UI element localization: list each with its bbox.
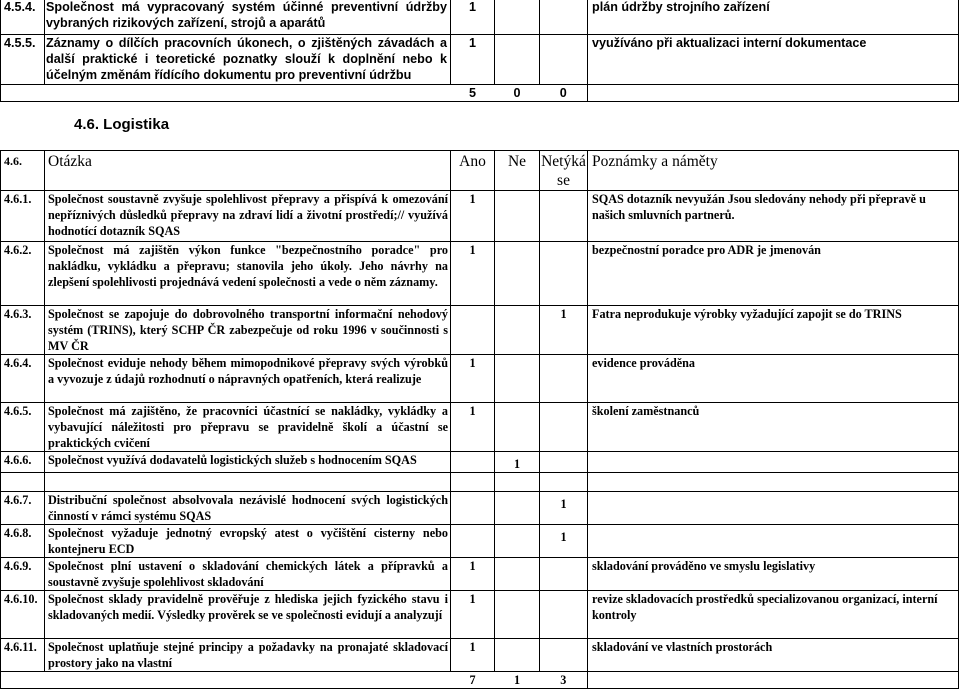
table-row bbox=[1, 639, 959, 672]
question-text: Společnost uplatňuje stejné principy a požadavky na pronajaté skladovací prostory jako na vlastní bbox=[45, 639, 451, 672]
total-yes: 7 bbox=[451, 672, 495, 689]
question-text: Záznamy o dílčích pracovních úkonech, o zjištěných závadách a další praktické i teoretické poznatky slouží k doplnění nebo k účelným změnám řídícího dokumentu pro preventivní údržbu bbox=[45, 35, 451, 85]
question-text: Společnost soustavně zvyšuje spolehlivost přepravy a přispívá k omezování nepříznivých důsledků přepravy na zdraví lidí a životní prostředí;// využívá hodnotící dotazník SQAS bbox=[45, 191, 451, 242]
note-text bbox=[588, 492, 959, 525]
note-text: bezpečnostní poradce pro ADR je jmenován bbox=[588, 242, 959, 306]
section-heading: 4.6. Logistika bbox=[74, 116, 170, 133]
question-number: 4.6.8. bbox=[1, 525, 45, 558]
logistics-table bbox=[0, 150, 959, 689]
no-value bbox=[495, 191, 540, 242]
total-yes: 5 bbox=[451, 85, 495, 102]
question-number: 4.6.6. bbox=[1, 452, 45, 473]
question-number: 4.5.4. bbox=[1, 0, 45, 35]
question-text: Distribuční společnost absolvovala nezávislé hodnocení svých logistických činností v rámci systému SQAS bbox=[45, 492, 451, 525]
header-question: Otázka bbox=[45, 151, 451, 191]
note-text bbox=[588, 452, 959, 473]
no-value bbox=[495, 591, 540, 639]
no-value: 1 bbox=[495, 452, 540, 473]
note-text: skladování ve vlastních prostorách bbox=[588, 639, 959, 672]
note-text: SQAS dotazník nevyužán Jsou sledovány nehody při přepravě u našich smluvních partnerů. bbox=[588, 191, 959, 242]
table-row bbox=[1, 0, 959, 35]
yes-value: 1 bbox=[451, 242, 495, 306]
question-number: 4.5.5. bbox=[1, 35, 45, 85]
note-text bbox=[588, 525, 959, 558]
no-value bbox=[495, 306, 540, 355]
na-value: 1 bbox=[540, 306, 588, 355]
question-text: Společnost má zajištěn výkon funkce "bezpečnostního poradce" pro nakládku, vykládku a přepravu; stanovila jeho úkoly. Jeho návrhy na zlepšení spolehlivosti projednává vedení společnosti a vede o něm záznamy. bbox=[45, 242, 451, 306]
na-value bbox=[540, 355, 588, 403]
question-text: Společnost plní ustavení o skladování chemických látek a přípravků a soustavně zvyšuje spolehlivost skladování bbox=[45, 558, 451, 591]
na-value: 1 bbox=[540, 492, 588, 525]
totals-row bbox=[1, 672, 959, 689]
yes-value bbox=[451, 452, 495, 473]
note-text: školení zaměstnanců bbox=[588, 403, 959, 452]
question-number: 4.6.7. bbox=[1, 492, 45, 525]
note-text: využíváno při aktualizaci interní dokumentace bbox=[588, 35, 959, 85]
table-row bbox=[1, 242, 959, 306]
yes-value bbox=[451, 306, 495, 355]
yes-value: 1 bbox=[451, 0, 495, 35]
yes-value: 1 bbox=[451, 191, 495, 242]
na-value bbox=[540, 591, 588, 639]
yes-value: 1 bbox=[451, 355, 495, 403]
na-value bbox=[540, 558, 588, 591]
table-row bbox=[1, 191, 959, 242]
na-value bbox=[540, 639, 588, 672]
question-number: 4.6.5. bbox=[1, 403, 45, 452]
yes-value bbox=[451, 492, 495, 525]
question-text: Společnost se zapojuje do dobrovolného transportní informační nehodový systém (TRINS), který SCHP ČR zabezpečuje od roku 1996 v součinnosti s MV ČR bbox=[45, 306, 451, 355]
no-value bbox=[495, 558, 540, 591]
header-notes: Poznámky a náměty bbox=[588, 151, 959, 191]
yes-value bbox=[451, 525, 495, 558]
question-text: Společnost má zajištěno, že pracovníci účastnící se nakládky, vykládky a vybavující náležitosti pro přepravu se pravidelně školí a účastní se praktických cvičení bbox=[45, 403, 451, 452]
header-yes: Ano bbox=[451, 151, 495, 191]
totals-row bbox=[1, 85, 959, 102]
na-value bbox=[540, 0, 588, 35]
header-no: Ne bbox=[495, 151, 540, 191]
question-number: 4.6.4. bbox=[1, 355, 45, 403]
table-row bbox=[1, 492, 959, 525]
no-value bbox=[495, 525, 540, 558]
table-row bbox=[1, 355, 959, 403]
na-value bbox=[540, 35, 588, 85]
note-text: evidence prováděna bbox=[588, 355, 959, 403]
note-text: skladování prováděno ve smyslu legislativy bbox=[588, 558, 959, 591]
no-value bbox=[495, 242, 540, 306]
question-number: 4.6.10. bbox=[1, 591, 45, 639]
na-value bbox=[540, 403, 588, 452]
question-number: 4.6.1. bbox=[1, 191, 45, 242]
table-row bbox=[1, 591, 959, 639]
note-text: Fatra neprodukuje výrobky vyžadující zapojit se do TRINS bbox=[588, 306, 959, 355]
yes-value: 1 bbox=[451, 403, 495, 452]
table-row bbox=[1, 525, 959, 558]
na-value bbox=[540, 242, 588, 306]
question-number: 4.6.3. bbox=[1, 306, 45, 355]
question-number: 4.6.11. bbox=[1, 639, 45, 672]
na-value bbox=[540, 191, 588, 242]
question-text: Společnost vyžaduje jednotný evropský atest o vyčištění cisterny nebo kontejneru ECD bbox=[45, 525, 451, 558]
total-no: 1 bbox=[495, 672, 540, 689]
header-na: Netýká se bbox=[540, 151, 588, 191]
table-header-row bbox=[1, 151, 959, 191]
na-value bbox=[540, 452, 588, 473]
no-value bbox=[495, 492, 540, 525]
maintenance-table bbox=[0, 0, 959, 102]
yes-value: 1 bbox=[451, 35, 495, 85]
total-na: 3 bbox=[540, 672, 588, 689]
no-value bbox=[495, 403, 540, 452]
no-value bbox=[495, 35, 540, 85]
question-text: Společnost sklady pravidelně prověřuje z hlediska jejich fyzického stavu i skladovaných medií. Výsledky prověrek se ve společnosti evidují a analyzují bbox=[45, 591, 451, 639]
total-na: 0 bbox=[540, 85, 588, 102]
yes-value: 1 bbox=[451, 558, 495, 591]
table-row bbox=[1, 403, 959, 452]
na-value: 1 bbox=[540, 525, 588, 558]
table-row bbox=[1, 306, 959, 355]
yes-value: 1 bbox=[451, 591, 495, 639]
question-text: Společnost využívá dodavatelů logistických služeb s hodnocením SQAS bbox=[45, 452, 451, 473]
question-text: Společnost eviduje nehody během mimopodnikové přepravy svých výrobků a vyvozuje z údajů rozhodnutí o nápravných opatřeních, která realizuje bbox=[45, 355, 451, 403]
table-row bbox=[1, 452, 959, 473]
no-value bbox=[495, 639, 540, 672]
total-no: 0 bbox=[495, 85, 540, 102]
question-text: Společnost má vypracovaný systém účinné preventivní údržby vybraných rizikových zařízení, strojů a aparátů bbox=[45, 0, 451, 35]
table-row bbox=[1, 35, 959, 85]
note-text: plán údržby strojního zařízení bbox=[588, 0, 959, 35]
spacer-row bbox=[1, 473, 959, 492]
no-value bbox=[495, 0, 540, 35]
no-value bbox=[495, 355, 540, 403]
header-number: 4.6. bbox=[1, 151, 45, 191]
note-text: revize skladovacích prostředků specializovanou organizací, interní kontroly bbox=[588, 591, 959, 639]
table-row bbox=[1, 558, 959, 591]
yes-value: 1 bbox=[451, 639, 495, 672]
question-number: 4.6.2. bbox=[1, 242, 45, 306]
question-number: 4.6.9. bbox=[1, 558, 45, 591]
